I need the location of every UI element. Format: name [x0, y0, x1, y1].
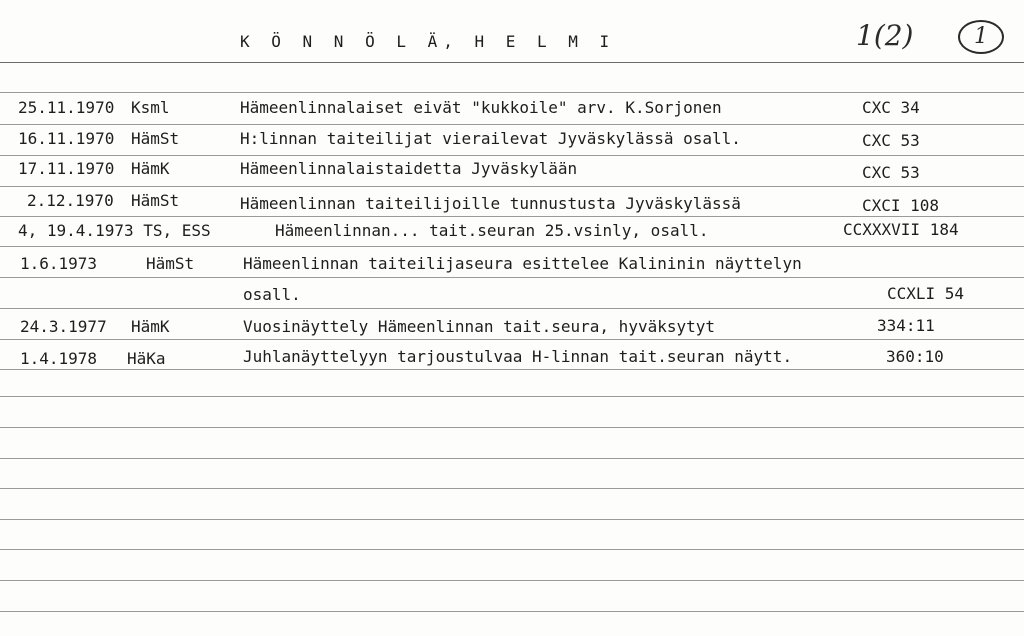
entry-source: HäKa — [127, 349, 166, 368]
rule-line — [0, 369, 1024, 370]
entry-title: Hämeenlinnan... tait.seuran 25.vsinly, osall. — [275, 221, 709, 240]
entry-title: Hämeenlinnan taiteilijoille tunnustusta Jyväskylässä — [240, 194, 741, 213]
entry-reference: 360:10 — [886, 347, 944, 366]
entry-date: 2.12.1970 — [27, 191, 114, 210]
rule-line — [0, 488, 1024, 489]
card-title: K Ö N N Ö L Ä, H E L M I — [240, 32, 616, 51]
entry-title: Vuosinäyttely Hämeenlinnan tait.seura, hyväksytyt — [243, 317, 716, 336]
rule-line — [0, 611, 1024, 612]
rule-line — [0, 580, 1024, 581]
page-number-mark: 1(2) — [856, 19, 914, 52]
entry-date: 17.11.1970 — [18, 159, 115, 178]
entry-source: Ksml — [131, 98, 170, 117]
entry-reference: CCXXXVII 184 — [843, 220, 959, 239]
entry-date: 1.4.1978 — [20, 349, 98, 368]
rule-line — [0, 186, 1024, 187]
entry-reference: CCXLI 54 — [887, 284, 965, 303]
entry-source: HämK — [131, 159, 170, 178]
entry-reference: CXC 53 — [862, 163, 920, 182]
rule-line — [0, 216, 1024, 217]
rule-line — [0, 458, 1024, 459]
entry-title: Juhlanäyttelyyn tarjoustulvaa H-linnan tait.seuran näytt. — [243, 347, 793, 366]
rule-line — [0, 246, 1024, 247]
entry-source: HämK — [131, 317, 170, 336]
entry-date: 4, 19.4.1973 TS, ESS — [18, 221, 211, 240]
rule-line — [0, 549, 1024, 550]
entry-reference: CXC 34 — [862, 98, 920, 117]
circled-number-text: 1 — [974, 24, 988, 49]
entry-reference: CXC 53 — [862, 131, 920, 150]
entry-title: Hämeenlinnalaiset eivät "kukkoile" arv. K.Sorjonen — [240, 98, 722, 117]
rule-line — [0, 124, 1024, 125]
entry-source: HämSt — [146, 254, 195, 273]
entry-title-continuation: osall. — [243, 285, 301, 304]
rule-line-header — [0, 62, 1024, 63]
entry-reference: CXCI 108 — [862, 196, 940, 215]
entry-source: HämSt — [131, 191, 180, 210]
entry-reference: 334:11 — [877, 316, 935, 335]
circled-number-mark — [958, 20, 1004, 54]
entry-title: H:linnan taiteilijat vierailevat Jyväskylässä osall. — [240, 129, 741, 148]
entry-date: 25.11.1970 — [18, 98, 115, 117]
rule-line — [0, 339, 1024, 340]
entry-title: Hämeenlinnan taiteilijaseura esittelee Kalininin näyttelyn — [243, 254, 802, 273]
rule-line — [0, 427, 1024, 428]
rule-line — [0, 277, 1024, 278]
rule-line — [0, 396, 1024, 397]
entry-date: 16.11.1970 — [18, 129, 115, 148]
entry-date: 24.3.1977 — [20, 317, 107, 336]
entry-date: 1.6.1973 — [20, 254, 98, 273]
entry-title: Hämeenlinnalaistaidetta Jyväskylään — [240, 159, 578, 178]
rule-line — [0, 308, 1024, 309]
rule-line — [0, 519, 1024, 520]
rule-line — [0, 92, 1024, 93]
entry-source: HämSt — [131, 129, 180, 148]
rule-line — [0, 155, 1024, 156]
